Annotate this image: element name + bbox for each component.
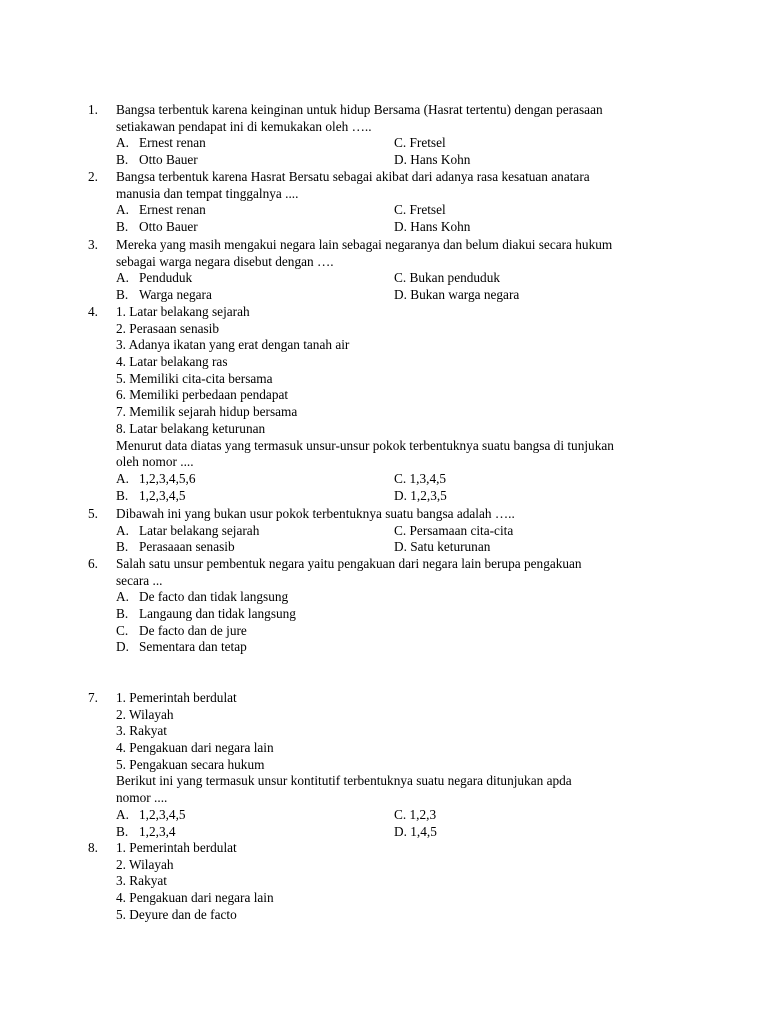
- option-left: [116, 539, 235, 556]
- option-letter: A.: [116, 806, 129, 822]
- option-right: D. Hans Kohn: [394, 152, 471, 168]
- option-text: Ernest renan: [139, 135, 206, 151]
- question-line: [88, 857, 708, 874]
- question-text: setiakawan pendapat ini di kemukakan oleh …..: [116, 118, 372, 134]
- option-letter: B.: [116, 219, 129, 235]
- question-text: sebagai warga negara disebut dengan ….: [116, 253, 334, 269]
- option-letter: B.: [116, 539, 129, 555]
- option-text: 1,2,3,4,5: [139, 806, 186, 822]
- question-line: [88, 387, 708, 404]
- option-letter: D.: [116, 639, 129, 655]
- option-row: [88, 270, 708, 287]
- option-single: [116, 606, 296, 623]
- question-text: secara ...: [116, 572, 163, 588]
- option-row: [88, 287, 708, 304]
- option-right: D. Hans Kohn: [394, 219, 471, 235]
- question-text: 8. Latar belakang keturunan: [116, 420, 266, 436]
- option-text: Ernest renan: [139, 202, 206, 218]
- option-letter: A.: [116, 135, 129, 151]
- option-left: [116, 471, 196, 488]
- question-line: [88, 186, 708, 203]
- question-number: 6.: [88, 556, 98, 571]
- option-left: [116, 270, 192, 287]
- question-line: [88, 873, 708, 890]
- option-right: D. Satu keturunan: [394, 539, 491, 555]
- question-text: 1. Pemerintah berdulat: [116, 690, 237, 705]
- option-row: [88, 623, 708, 640]
- question-line: [88, 723, 708, 740]
- option-right: D. 1,4,5: [394, 823, 437, 839]
- option-row: [88, 639, 708, 656]
- option-left: [116, 135, 206, 152]
- option-letter: A.: [116, 589, 129, 605]
- question-line: [88, 740, 708, 757]
- option-row: [88, 135, 708, 152]
- option-row: [88, 807, 708, 824]
- option-single: [116, 639, 247, 656]
- question-text: Berikut ini yang termasuk unsur kontitutif terbentuknya suatu negara ditunjukan apda: [116, 773, 572, 789]
- option-right: C. Fretsel: [394, 202, 446, 218]
- option-text: Warga negara: [139, 287, 212, 303]
- option-right: C. Persamaan cita-cita: [394, 522, 514, 538]
- question-text: Menurut data diatas yang termasuk unsur-unsur pokok terbentuknya suatu bangsa di tunjukan: [116, 437, 614, 453]
- option-row: [88, 824, 708, 841]
- option-right: C. 1,3,4,5: [394, 470, 447, 486]
- question-text: 6. Memiliki perbedaan pendapat: [116, 387, 289, 403]
- question-line: [88, 354, 708, 371]
- option-row: [88, 471, 708, 488]
- option-row: [88, 539, 708, 556]
- option-right: D. Bukan warga negara: [394, 287, 520, 303]
- option-text: Perasaaan senasib: [139, 539, 235, 555]
- question-text: Bangsa terbentuk karena keinginan untuk hidup Bersama (Hasrat tertentu) dengan perasaan: [116, 102, 603, 117]
- option-left: [116, 152, 198, 169]
- question-line: [88, 102, 708, 119]
- question-number: 7.: [88, 690, 98, 705]
- option-row: [88, 152, 708, 169]
- question-line: [88, 304, 708, 321]
- question-8: [88, 840, 708, 923]
- option-single: [116, 589, 288, 606]
- question-number: 2.: [88, 169, 98, 184]
- question-line: [88, 254, 708, 271]
- option-text: Penduduk: [139, 270, 193, 286]
- question-2: [88, 169, 708, 236]
- option-row: [88, 219, 708, 236]
- question-number: 4.: [88, 304, 98, 319]
- question-line: [88, 506, 708, 523]
- question-text: 2. Wilayah: [116, 856, 174, 872]
- question-line: [88, 690, 708, 707]
- question-line: [88, 119, 708, 136]
- option-row: [88, 589, 708, 606]
- option-letter: A.: [116, 470, 129, 486]
- question-text: 2. Perasaan senasib: [116, 320, 220, 336]
- question-number: 3.: [88, 237, 98, 252]
- option-text: 1,2,3,4,5: [139, 487, 186, 503]
- question-line: [88, 454, 708, 471]
- question-text: 5. Pengakuan secara hukum: [116, 756, 265, 772]
- question-text: 1. Latar belakang sejarah: [116, 304, 250, 319]
- option-letter: B.: [116, 606, 129, 622]
- option-single: [116, 623, 247, 640]
- question-line: [88, 773, 708, 790]
- option-left: [116, 523, 259, 540]
- question-text: 7. Memilik sejarah hidup bersama: [116, 404, 298, 420]
- option-letter: A.: [116, 522, 129, 538]
- option-left: [116, 219, 198, 236]
- question-line: [88, 556, 708, 573]
- question-line: [88, 757, 708, 774]
- option-row: [88, 606, 708, 623]
- option-left: [116, 488, 186, 505]
- question-line: [88, 371, 708, 388]
- question-text: Mereka yang masih mengakui negara lain sebagai negaranya dan belum diakui secara hukum: [116, 237, 613, 252]
- question-line: [88, 321, 708, 338]
- question-number: 8.: [88, 840, 98, 855]
- option-text: Latar belakang sejarah: [139, 522, 260, 538]
- question-text: 1. Pemerintah berdulat: [116, 840, 237, 855]
- question-6: [88, 556, 708, 656]
- option-text: 1,2,3,4: [139, 823, 176, 839]
- question-line: [88, 573, 708, 590]
- question-text: 4. Pengakuan dari negara lain: [116, 740, 274, 756]
- option-text: Langaung dan tidak langsung: [139, 606, 296, 622]
- question-line: [88, 890, 708, 907]
- option-left: [116, 202, 206, 219]
- question-text: 3. Rakyat: [116, 873, 167, 889]
- question-text: 3. Adanya ikatan yang erat dengan tanah air: [116, 337, 350, 353]
- question-text: Dibawah ini yang bukan usur pokok terbentuknya suatu bangsa adalah …..: [116, 506, 515, 521]
- option-letter: A.: [116, 202, 129, 218]
- question-1: [88, 102, 708, 169]
- option-text: De facto dan tidak langsung: [139, 589, 289, 605]
- question-line: [88, 438, 708, 455]
- option-letter: B.: [116, 152, 129, 168]
- option-text: De facto dan de jure: [139, 622, 247, 638]
- option-text: Otto Bauer: [139, 219, 198, 235]
- question-number: 5.: [88, 506, 98, 521]
- question-line: [88, 404, 708, 421]
- option-right: C. 1,2,3: [394, 806, 437, 822]
- question-text: 4. Latar belakang ras: [116, 354, 228, 370]
- question-line: [88, 840, 708, 857]
- option-right: C. Fretsel: [394, 135, 446, 151]
- option-text: 1,2,3,4,5,6: [139, 470, 196, 486]
- question-text: 5. Deyure dan de facto: [116, 906, 237, 922]
- question-text: Bangsa terbentuk karena Hasrat Bersatu sebagai akibat dari adanya rasa kesatuan anatara: [116, 169, 590, 184]
- question-text: oleh nomor ....: [116, 454, 194, 470]
- option-row: [88, 523, 708, 540]
- question-line: [88, 337, 708, 354]
- question-text: nomor ....: [116, 790, 168, 806]
- question-line: [88, 907, 708, 924]
- question-7: [88, 690, 708, 840]
- option-right: D. 1,2,3,5: [394, 487, 447, 503]
- option-letter: B.: [116, 823, 129, 839]
- option-row: [88, 488, 708, 505]
- question-line: [88, 169, 708, 186]
- option-row: [88, 202, 708, 219]
- question-5: [88, 506, 708, 556]
- question-text: 4. Pengakuan dari negara lain: [116, 890, 274, 906]
- option-letter: A.: [116, 270, 129, 286]
- question-line: [88, 707, 708, 724]
- question-text: 2. Wilayah: [116, 706, 174, 722]
- question-text: 3. Rakyat: [116, 723, 167, 739]
- option-right: C. Bukan penduduk: [394, 270, 500, 286]
- option-text: Otto Bauer: [139, 152, 198, 168]
- question-line: [88, 237, 708, 254]
- option-left: [116, 287, 212, 304]
- option-left: [116, 824, 176, 841]
- option-left: [116, 807, 186, 824]
- question-text: 5. Memiliki cita-cita bersama: [116, 370, 273, 386]
- question-number: 1.: [88, 102, 98, 117]
- question-3: [88, 237, 708, 304]
- option-letter: B.: [116, 487, 129, 503]
- option-letter: C.: [116, 622, 129, 638]
- question-text: manusia dan tempat tinggalnya ....: [116, 185, 299, 201]
- question-text: Salah satu unsur pembentuk negara yaitu pengakuan dari negara lain berupa pengakuan: [116, 556, 582, 571]
- question-line: [88, 790, 708, 807]
- option-letter: B.: [116, 287, 129, 303]
- question-4: [88, 304, 708, 504]
- option-text: Sementara dan tetap: [139, 639, 247, 655]
- question-line: [88, 421, 708, 438]
